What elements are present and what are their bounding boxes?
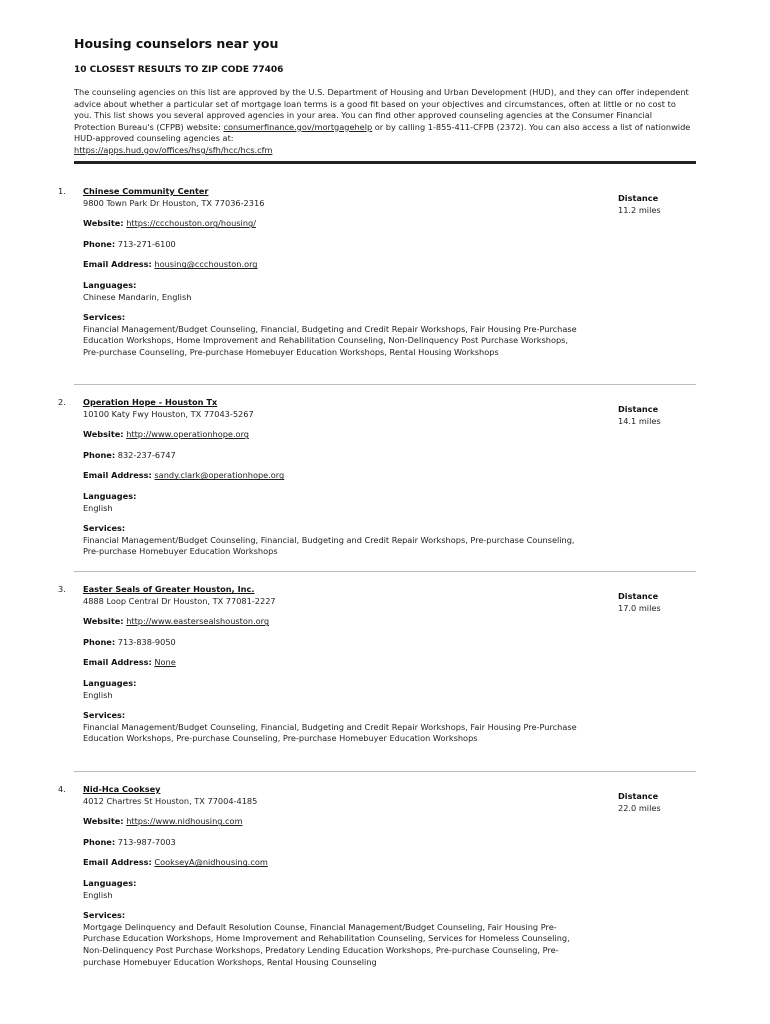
languages-value: English [83, 689, 113, 700]
hud-link[interactable]: https://apps.hud.gov/offices/hsg/sfh/hcc/hcs.cfm [74, 144, 273, 155]
agency-name[interactable]: Chinese Community Center [83, 186, 209, 196]
languages-label: Languages: [83, 677, 137, 688]
agency-name[interactable]: Operation Hope - Houston Tx [83, 397, 218, 407]
email-link[interactable]: sandy.clark@operationhope.org [154, 470, 285, 481]
agency-details [83, 397, 583, 558]
email-field [83, 657, 583, 669]
languages-value: English [83, 889, 113, 900]
distance-value: 14.1 miles [618, 415, 661, 426]
header [74, 36, 696, 157]
email-label: Email Address: [83, 857, 152, 868]
phone-value: 713-271-6100 [117, 238, 176, 249]
phone-field [83, 637, 583, 649]
phone-field [83, 450, 583, 462]
entry-divider [74, 571, 696, 572]
services-label: Services: [83, 710, 126, 721]
languages-label: Languages: [83, 490, 137, 501]
languages-field [83, 491, 583, 514]
website-link[interactable]: https://ccchouston.org/housing/ [126, 218, 256, 229]
agency-details [83, 584, 583, 745]
phone-label: Phone: [83, 636, 116, 647]
services-value: Financial Management/Budget Counseling, Financial, Budgeting and Credit Repair Workshops, Fair Housing Pre-Purchase Education Workshops, Pre-purchase Counseling, Pre-purchase Homebuyer Education Workshops [83, 721, 577, 744]
website-label: Website: [83, 816, 124, 827]
website-field [83, 429, 583, 441]
distance-label: Distance [618, 193, 659, 203]
distance-block [618, 404, 661, 427]
intro-text-2: or by calling 1-855-411-CFPB (2372). You can also access a list of nationwide HUD-approved counseling agencies at: [74, 121, 691, 144]
services-field [83, 312, 583, 358]
email-label: Email Address: [83, 259, 152, 270]
entry-divider [74, 384, 696, 385]
languages-label: Languages: [83, 877, 137, 888]
phone-value: 713-987-7003 [117, 836, 176, 847]
services-field [83, 523, 583, 558]
header-divider [74, 161, 696, 164]
website-label: Website: [83, 218, 124, 229]
services-value: Mortgage Delinquency and Default Resolution Counse, Financial Management/Budget Counseling, Fair Housing Pre-Purchase Education Workshops, Home Improvement and Rehabilitation Counseling, Services for Homeless Counseling, Non-Delinquency Post Purchase Workshops, Predatory Lending Education Workshops, Pre-purchase Counseling, Pre-purchase Homebuyer Education Workshops, Rental Housing Counseling [83, 921, 570, 967]
agency-details [83, 186, 583, 359]
email-field [83, 259, 583, 271]
distance-value: 22.0 miles [618, 802, 661, 813]
services-label: Services: [83, 312, 126, 323]
languages-label: Languages: [83, 279, 137, 290]
website-link[interactable]: http://www.operationhope.org [126, 429, 249, 440]
languages-field [83, 280, 583, 303]
email-field [83, 857, 583, 869]
agency-details [83, 784, 583, 968]
agency-address: 4888 Loop Central Dr Houston, TX 77081-2227 [83, 595, 276, 606]
email-link[interactable]: CookseyA@nidhousing.com [154, 857, 268, 868]
phone-value: 832-237-6747 [117, 449, 176, 460]
website-field [83, 218, 583, 230]
phone-label: Phone: [83, 836, 116, 847]
entry-divider [74, 771, 696, 772]
agency-number: 4. [58, 784, 66, 794]
website-field [83, 616, 583, 628]
agency-number: 3. [58, 584, 66, 594]
agency-number: 2. [58, 397, 66, 407]
distance-label: Distance [618, 591, 659, 601]
website-label: Website: [83, 616, 124, 627]
email-link[interactable]: housing@ccchouston.org [154, 259, 258, 270]
services-value: Financial Management/Budget Counseling, Financial, Budgeting and Credit Repair Workshops, Fair Housing Pre-Purchase Education Workshops, Home Improvement and Rehabilitation Counseling, Non-Delinquency Post Purchase Workshops, Pre-purchase Counseling, Pre-purchase Homebuyer Education Workshops, Rental Housing Workshops [83, 323, 577, 357]
phone-label: Phone: [83, 238, 116, 249]
languages-value: Chinese Mandarin, English [83, 291, 192, 302]
distance-label: Distance [618, 404, 659, 414]
languages-value: English [83, 502, 113, 513]
distance-value: 17.0 miles [618, 602, 661, 613]
agency-name[interactable]: Nid-Hca Cooksey [83, 784, 161, 794]
services-field [83, 710, 583, 745]
email-link[interactable]: None [154, 657, 176, 668]
page-title: Housing counselors near you [74, 36, 279, 51]
website-link[interactable]: https://www.nidhousing.com [126, 816, 243, 827]
agency-name[interactable]: Easter Seals of Greater Houston, Inc. [83, 584, 255, 594]
intro-text: The counseling agencies on this list are approved by the U.S. Department of Housing and Urban Development (HUD), and they can offer independent advice about whether a particular set of mortgage loan terms is a good fit based on your objectives and circumstances, often at little or no cost to you. This list shows you several approved agencies in your area. You can find other approved counseling agencies at the Consumer Financial Protection Bureau's (CFPB) website: [74, 87, 689, 132]
distance-label: Distance [618, 791, 659, 801]
website-link[interactable]: http://www.eastersealshouston.org [126, 616, 270, 627]
distance-value: 11.2 miles [618, 204, 661, 215]
languages-field [83, 678, 583, 701]
results-subtitle: 10 CLOSEST RESULTS TO ZIP CODE 77406 [74, 65, 284, 75]
agency-number: 1. [58, 186, 66, 196]
agency-address: 9800 Town Park Dr Houston, TX 77036-2316 [83, 197, 265, 208]
phone-field [83, 837, 583, 849]
distance-block [618, 591, 661, 614]
services-field [83, 910, 583, 968]
services-label: Services: [83, 910, 126, 921]
phone-label: Phone: [83, 449, 116, 460]
website-label: Website: [83, 429, 124, 440]
cfpb-link[interactable]: consumerfinance.gov/mortgagehelp [223, 121, 373, 132]
phone-value: 713-838-9050 [117, 636, 176, 647]
phone-field [83, 239, 583, 251]
email-label: Email Address: [83, 657, 152, 668]
services-label: Services: [83, 523, 126, 534]
website-field [83, 816, 583, 828]
services-value: Financial Management/Budget Counseling, Financial, Budgeting and Credit Repair Workshops, Pre-purchase Counseling, Pre-purchase Homebuyer Education Workshops [83, 534, 575, 557]
agency-address: 10100 Katy Fwy Houston, TX 77043-5267 [83, 408, 254, 419]
agency-address: 4012 Chartres St Houston, TX 77004-4185 [83, 795, 258, 806]
email-label: Email Address: [83, 470, 152, 481]
languages-field [83, 878, 583, 901]
email-field [83, 470, 583, 482]
distance-block [618, 193, 661, 216]
distance-block [618, 791, 661, 814]
intro-paragraph [74, 87, 696, 157]
